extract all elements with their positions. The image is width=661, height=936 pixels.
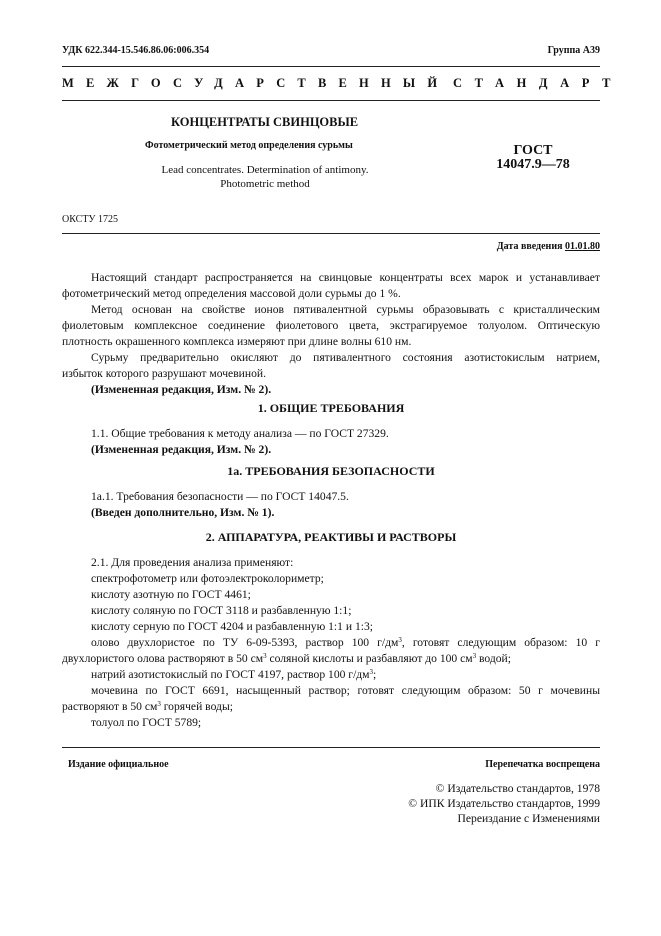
intro-p2-line3: плотность окрашенного комплекса измеряют при длине волны 610 нм. — [62, 335, 412, 348]
intro-date-label: Дата введения — [496, 241, 563, 252]
udk-code: УДК 622.344-15.546.86.06:006.354 — [62, 45, 210, 56]
reissue-note: Переиздание с Изменениями — [457, 812, 600, 825]
section2-line2: спектрофотометр или фотоэлектроколориметр; — [91, 572, 324, 585]
title-rule — [62, 233, 600, 234]
nitrite-sup: 3 — [369, 668, 374, 676]
top-rule — [62, 66, 600, 67]
oksty-code: ОКСТУ 1725 — [62, 214, 119, 225]
section2-urea-line1: мочевина по ГОСТ 6691, насыщенный раствор; готовят следующим образом: 50 г мочевины — [91, 684, 600, 697]
section2-nitrite — [91, 667, 376, 683]
banner-word-1: МЕЖГОСУДАРСТВЕННЫЙ — [62, 76, 450, 90]
tin-sup: 3 — [398, 636, 402, 644]
intro-p3-line2: избыток которого разрушают мочевиной. — [62, 367, 266, 380]
section2-line3: кислоту азотную по ГОСТ 4461; — [91, 588, 251, 601]
tin2-text-b: соляной кислоты и разбавляют до 100 см — [266, 652, 473, 665]
urea-text-b: горячей воды; — [160, 700, 233, 713]
intro-p1-line2: фотометрический метод определения массовой доли сурьмы до 1 %. — [62, 287, 401, 300]
banner-rule — [62, 100, 600, 101]
tin2-sup-2: 3 — [472, 652, 477, 660]
banner-word-2: СТАНДАРТ — [453, 76, 624, 90]
footer-rule — [62, 747, 600, 748]
section1a-heading: 1а. ТРЕБОВАНИЯ БЕЗОПАСНОСТИ — [227, 464, 435, 478]
intro-revision-note: (Измененная редакция, Изм. № 2). — [91, 383, 272, 396]
reprint-notice: Перепечатка воспрещена — [485, 759, 600, 770]
english-title-line1: Lead concentrates. Determination of antimony. — [161, 164, 369, 176]
section1a-item: 1а.1. Требования безопасности — по ГОСТ 14047.5. — [91, 490, 349, 503]
official-edition: Издание официальное — [68, 759, 169, 770]
section1a-note: (Введен дополнительно, Изм. № 1). — [91, 506, 275, 519]
english-title-line2: Photometric method — [220, 178, 310, 190]
intro-p2-line1: Метод основан на свойстве ионов пятивалентной сурьмы образовывать с кристаллическим — [91, 303, 600, 316]
intro-date-value: 01.01.80 — [565, 241, 600, 252]
nitrite-text-b: ; — [373, 668, 377, 681]
section2-heading: 2. АППАРАТУРА, РЕАКТИВЫ И РАСТВОРЫ — [205, 530, 457, 544]
tin2-text-a: двухлористого олова растворяют в 50 см — [62, 652, 264, 665]
intro-p3-line1: Сурьму предварительно окисляют до пятивалентного состояния азотистокислым натрием, — [91, 351, 600, 364]
doc-title: КОНЦЕНТРАТЫ СВИНЦОВЫЕ — [171, 115, 359, 129]
tin2-sup-1: 3 — [263, 652, 267, 660]
doc-subtitle: Фотометрический метод определения сурьмы — [145, 140, 353, 151]
tin-text-b: , готовят следующим образом: 10 г — [401, 636, 600, 649]
section2-line5: кислоту серную по ГОСТ 4204 и разбавленную 1:1 и 1:3; — [91, 620, 373, 633]
nitrite-text-a: натрий азотистокислый по ГОСТ 4197, раствор 100 г/дм — [91, 668, 370, 681]
copyright-1999: © ИПК Издательство стандартов, 1999 — [408, 797, 600, 810]
urea-text-a: растворяют в 50 см — [62, 700, 158, 713]
section2-line1: 2.1. Для проведения анализа применяют: — [91, 556, 294, 569]
section1-heading: 1. ОБЩИЕ ТРЕБОВАНИЯ — [257, 401, 405, 415]
section1-item: 1.1. Общие требования к методу анализа — по ГОСТ 27329. — [91, 427, 389, 440]
section2-line4: кислоту соляную по ГОСТ 3118 и разбавленную 1:1; — [91, 604, 352, 617]
intro-date — [497, 241, 600, 252]
section2-tin-line2 — [62, 651, 511, 667]
section2-toluene: толуол по ГОСТ 5789; — [91, 716, 202, 729]
intro-p1-line1: Настоящий стандарт распространяется на свинцовые концентраты всех марок и устанавливает — [91, 271, 600, 284]
gost-number: 14047.9—78 — [496, 157, 570, 172]
tin2-text-c: водой; — [476, 652, 511, 665]
section2-urea-line2 — [62, 699, 233, 715]
section2-tin-line1 — [62, 635, 600, 651]
intro-p2-line2: фиолетовым комплексное соединение фиолетового цвета, экстрагируемое толуолом. Оптическую — [62, 319, 600, 332]
copyright-1978: © Издательство стандартов, 1978 — [435, 782, 600, 795]
urea-sup: 3 — [157, 700, 161, 708]
group-code: Группа А39 — [547, 45, 600, 56]
section1-note: (Измененная редакция, Изм. № 2). — [91, 443, 272, 456]
gost-label: ГОСТ — [513, 143, 553, 158]
tin-text-a: олово двухлористое по ТУ 6-09-5393, раствор 100 г/дм — [91, 636, 399, 649]
